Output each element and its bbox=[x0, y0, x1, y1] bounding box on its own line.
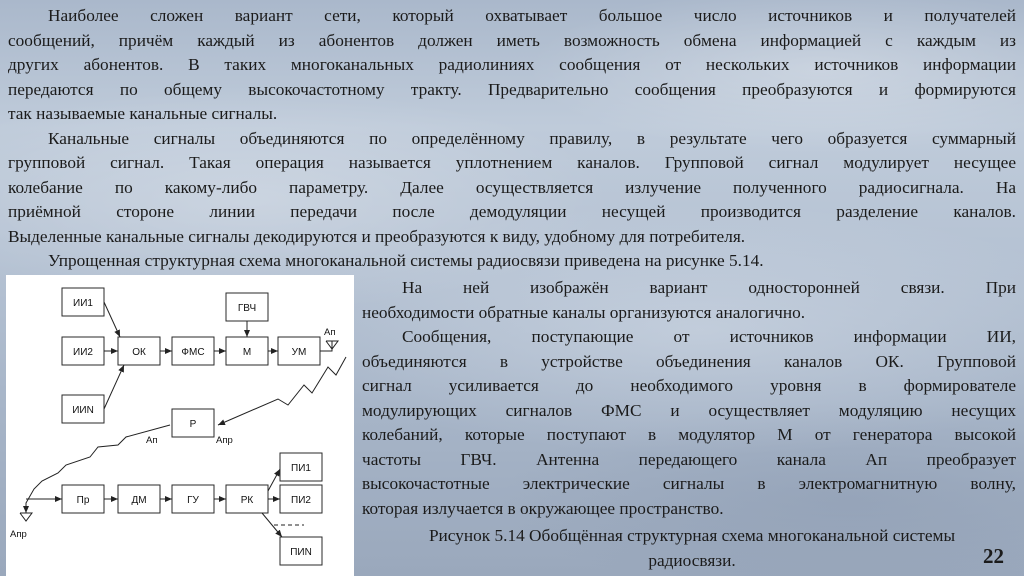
label-um: УМ bbox=[291, 347, 307, 358]
p5-line-1: Сообщения, поступающие от источников информации ИИ, bbox=[402, 327, 1016, 346]
p5-line-8: которая излучается в окружающее пространство. bbox=[362, 498, 724, 518]
figure-caption bbox=[360, 524, 1024, 573]
p1-line-3: других абонентов. В таких многоканальных радиолиниях сообщения от нескольких источников информации bbox=[8, 55, 1016, 74]
p2-line-3: колебание по какому-либо параметру. Далее осуществляется излучение полученного радиосигнала. На bbox=[8, 177, 1016, 197]
label-a-p-top: Ап bbox=[324, 327, 336, 338]
label-pin: ПИN bbox=[290, 547, 312, 558]
label-gvch: ГВЧ bbox=[237, 303, 257, 314]
arrow-rk-pi1 bbox=[268, 469, 280, 491]
block-diagram-svg bbox=[6, 275, 354, 576]
caption-line-2: радиосвязи. bbox=[648, 550, 736, 570]
p4-line-2: необходимости обратные каналы организуются аналогично. bbox=[362, 302, 806, 322]
label-a-p-mid: Ап bbox=[146, 435, 158, 446]
text-block-top bbox=[8, 4, 1016, 274]
label-dm: ДМ bbox=[131, 495, 147, 506]
p1-line-2: сообщений, причём каждый из абонентов должен иметь возможность обмена информацией с каждым из bbox=[8, 30, 1016, 50]
p2-line-1: Канальные сигналы объединяются по определённому правилу, в результате чего образуется суммарный bbox=[48, 128, 1016, 148]
p3-line-1: Упрощенная структурная схема многоканальной системы радиосвязи приведена на рисунке 5.14. bbox=[48, 251, 764, 270]
p5-line-3: сигнал усиливается до необходимого уровня в формирователе bbox=[362, 376, 1016, 395]
label-pi1: ПИ1 bbox=[291, 463, 311, 474]
label-pi2: ПИ2 bbox=[291, 495, 311, 506]
label-fms: ФМС bbox=[181, 347, 205, 358]
label-m: М bbox=[242, 347, 252, 358]
label-a-pr-mid: Апр bbox=[216, 435, 233, 446]
p1-line-5: так называемые канальные сигналы. bbox=[8, 104, 278, 123]
p5-line-4: модулирующих сигналов ФМС и осуществляет модуляцию несущих bbox=[362, 400, 1016, 420]
label-ok: ОК bbox=[132, 347, 146, 358]
label-pr: Пр bbox=[76, 495, 90, 506]
p2-line-2: групповой сигнал. Такая операция называется уплотнением каналов. Групповой сигнал модулирует несущее bbox=[8, 153, 1016, 172]
p5-line-7: высокочастотные электрические сигналы в электромагнитную волну, bbox=[362, 474, 1016, 493]
p2-line-5: Выделенные канальные сигналы декодируются и преобразуются к виду, удобному для потребителя. bbox=[8, 226, 746, 246]
label-ii1: ИИ1 bbox=[73, 298, 93, 309]
p5-line-5: колебаний, которые поступают в модулятор М от генератора высокой bbox=[362, 425, 1016, 444]
radio-link-tx-relay bbox=[218, 357, 346, 425]
arrow-ii1-ok bbox=[104, 302, 120, 337]
block-diagram bbox=[6, 275, 354, 576]
p5-line-2: объединяются в устройстве объединения каналов ОК. Групповой bbox=[362, 351, 1016, 371]
caption-line-1: Рисунок 5.14 Обобщённая структурная схема многоканальной системы bbox=[428, 526, 956, 545]
label-gu: ГУ bbox=[187, 495, 199, 506]
antenna-rx-icon bbox=[20, 513, 32, 521]
label-ii2: ИИ2 bbox=[73, 347, 93, 358]
label-iin: ИИN bbox=[72, 405, 94, 416]
label-r: Р bbox=[189, 419, 197, 430]
p1-line-4: передаются по общему высокочастотному тракту. Предварительно сообщения преобразуются и формируются bbox=[8, 79, 1016, 99]
p2-line-4: приёмной стороне линии передачи после демодуляции несущей производится разделение каналов. bbox=[8, 202, 1016, 221]
p1-line-1: Наиболее сложен вариант сети, который охватывает большое число источников и получателей bbox=[48, 6, 1016, 25]
label-a-pr-bottom: Апр bbox=[10, 529, 27, 540]
page-number: 22 bbox=[983, 544, 1004, 568]
arrow-iin-ok bbox=[104, 365, 124, 409]
label-rk: РК bbox=[240, 495, 254, 506]
arrow-rk-pin bbox=[262, 513, 282, 537]
text-block-right bbox=[362, 276, 1016, 521]
p5-line-6: частоты ГВЧ. Антенна передающего канала Aп преобразует bbox=[362, 449, 1016, 469]
p4-line-1: На ней изображён вариант односторонней связи. При bbox=[402, 278, 1016, 297]
